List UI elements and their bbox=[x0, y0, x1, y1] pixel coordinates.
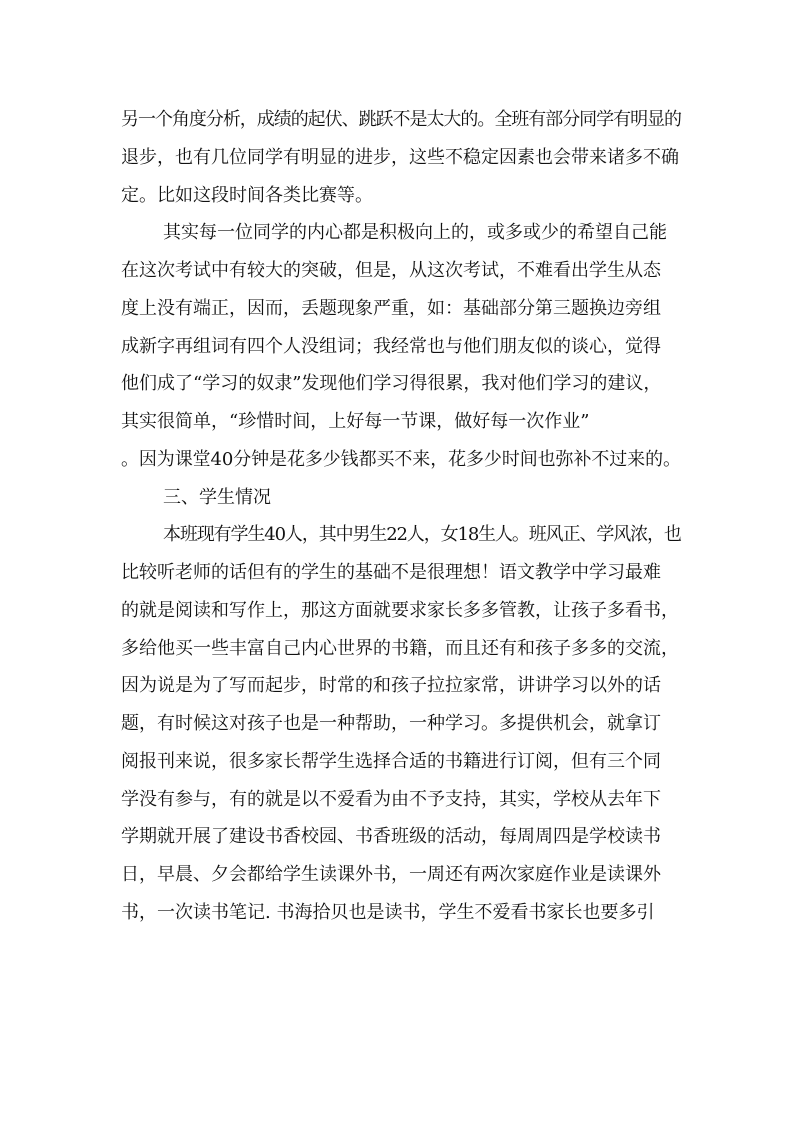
paragraph-line: 学没有参与，有的就是以不爱看为由不予支持，其实，学校从去年下 bbox=[121, 788, 661, 810]
paragraph-line: 另一个角度分析，成绩的起伏、跳跃不是太大的。全班有部分同学有明显的 bbox=[121, 109, 682, 130]
paragraph-line: 题，有时候这对孩子也是一种帮助，一种学习。多提供机会，就拿订 bbox=[121, 713, 661, 734]
paragraph-line: 书，一次读书笔记. 书海拾贝也是读书，学生不爱看书家长也要多引 bbox=[121, 901, 655, 923]
paragraph-line: 退步，也有几位同学有明显的进步，这些不稳定因素也会带来诸多不确 bbox=[121, 146, 679, 168]
paragraph-line: 他们成了“学习的奴隶”发现他们学习得很累，我对他们学习的建议， bbox=[121, 373, 662, 395]
paragraph-line: 学期就开展了建设书香校园、书香班级的活动，每周周四是学校读书 bbox=[121, 826, 661, 848]
paragraph-line: 成新字再组词有四个人没组词；我经常也与他们朋友似的谈心，觉得 bbox=[121, 335, 661, 357]
paragraph-line: 本班现有学生40人，其中男生22人，女18生人。班风正、学风浓，也 bbox=[163, 524, 681, 546]
paragraph-line: 在这次考试中有较大的突破，但是，从这次考试，不难看出学生从态 bbox=[121, 260, 661, 281]
paragraph-line: 定。比如这段时间各类比赛等。 bbox=[121, 184, 373, 206]
paragraph-line: 。因为课堂40分钟是花多少钱都买不来，花多少时间也弥补不过来的。 bbox=[121, 448, 681, 470]
paragraph-line: 的就是阅读和写作上，那这方面就要求家长多多管教，让孩子多看书， bbox=[121, 599, 679, 621]
paragraph-line: 日，早晨、夕会都给学生读课外书，一周还有两次家庭作业是读课外 bbox=[121, 864, 661, 885]
paragraph-line: 比较听老师的话但有的学生的基础不是很理想！语文教学中学习最难 bbox=[121, 562, 661, 583]
paragraph-line: 阅报刊来说，很多家长帮学生选择合适的书籍进行订阅，但有三个同 bbox=[121, 750, 661, 772]
section-heading: 三、学生情况 bbox=[163, 486, 271, 508]
document-body bbox=[121, 101, 681, 932]
paragraph-line: 多给他买一些丰富自己内心世界的书籍，而且还有和孩子多多的交流， bbox=[121, 637, 679, 659]
paragraph-line: 其实每一位同学的内心都是积极向上的，或多或少的希望自己能 bbox=[163, 222, 667, 244]
paragraph-line: 因为说是为了写而起步，时常的和孩子拉拉家常，讲讲学习以外的话 bbox=[121, 675, 661, 697]
paragraph-line: 度上没有端正，因而，丢题现象严重，如：基础部分第三题换边旁组 bbox=[121, 297, 661, 319]
paragraph-line: 其实很简单，“珍惜时间，上好每一节课，做好每一次作业” bbox=[121, 411, 590, 432]
